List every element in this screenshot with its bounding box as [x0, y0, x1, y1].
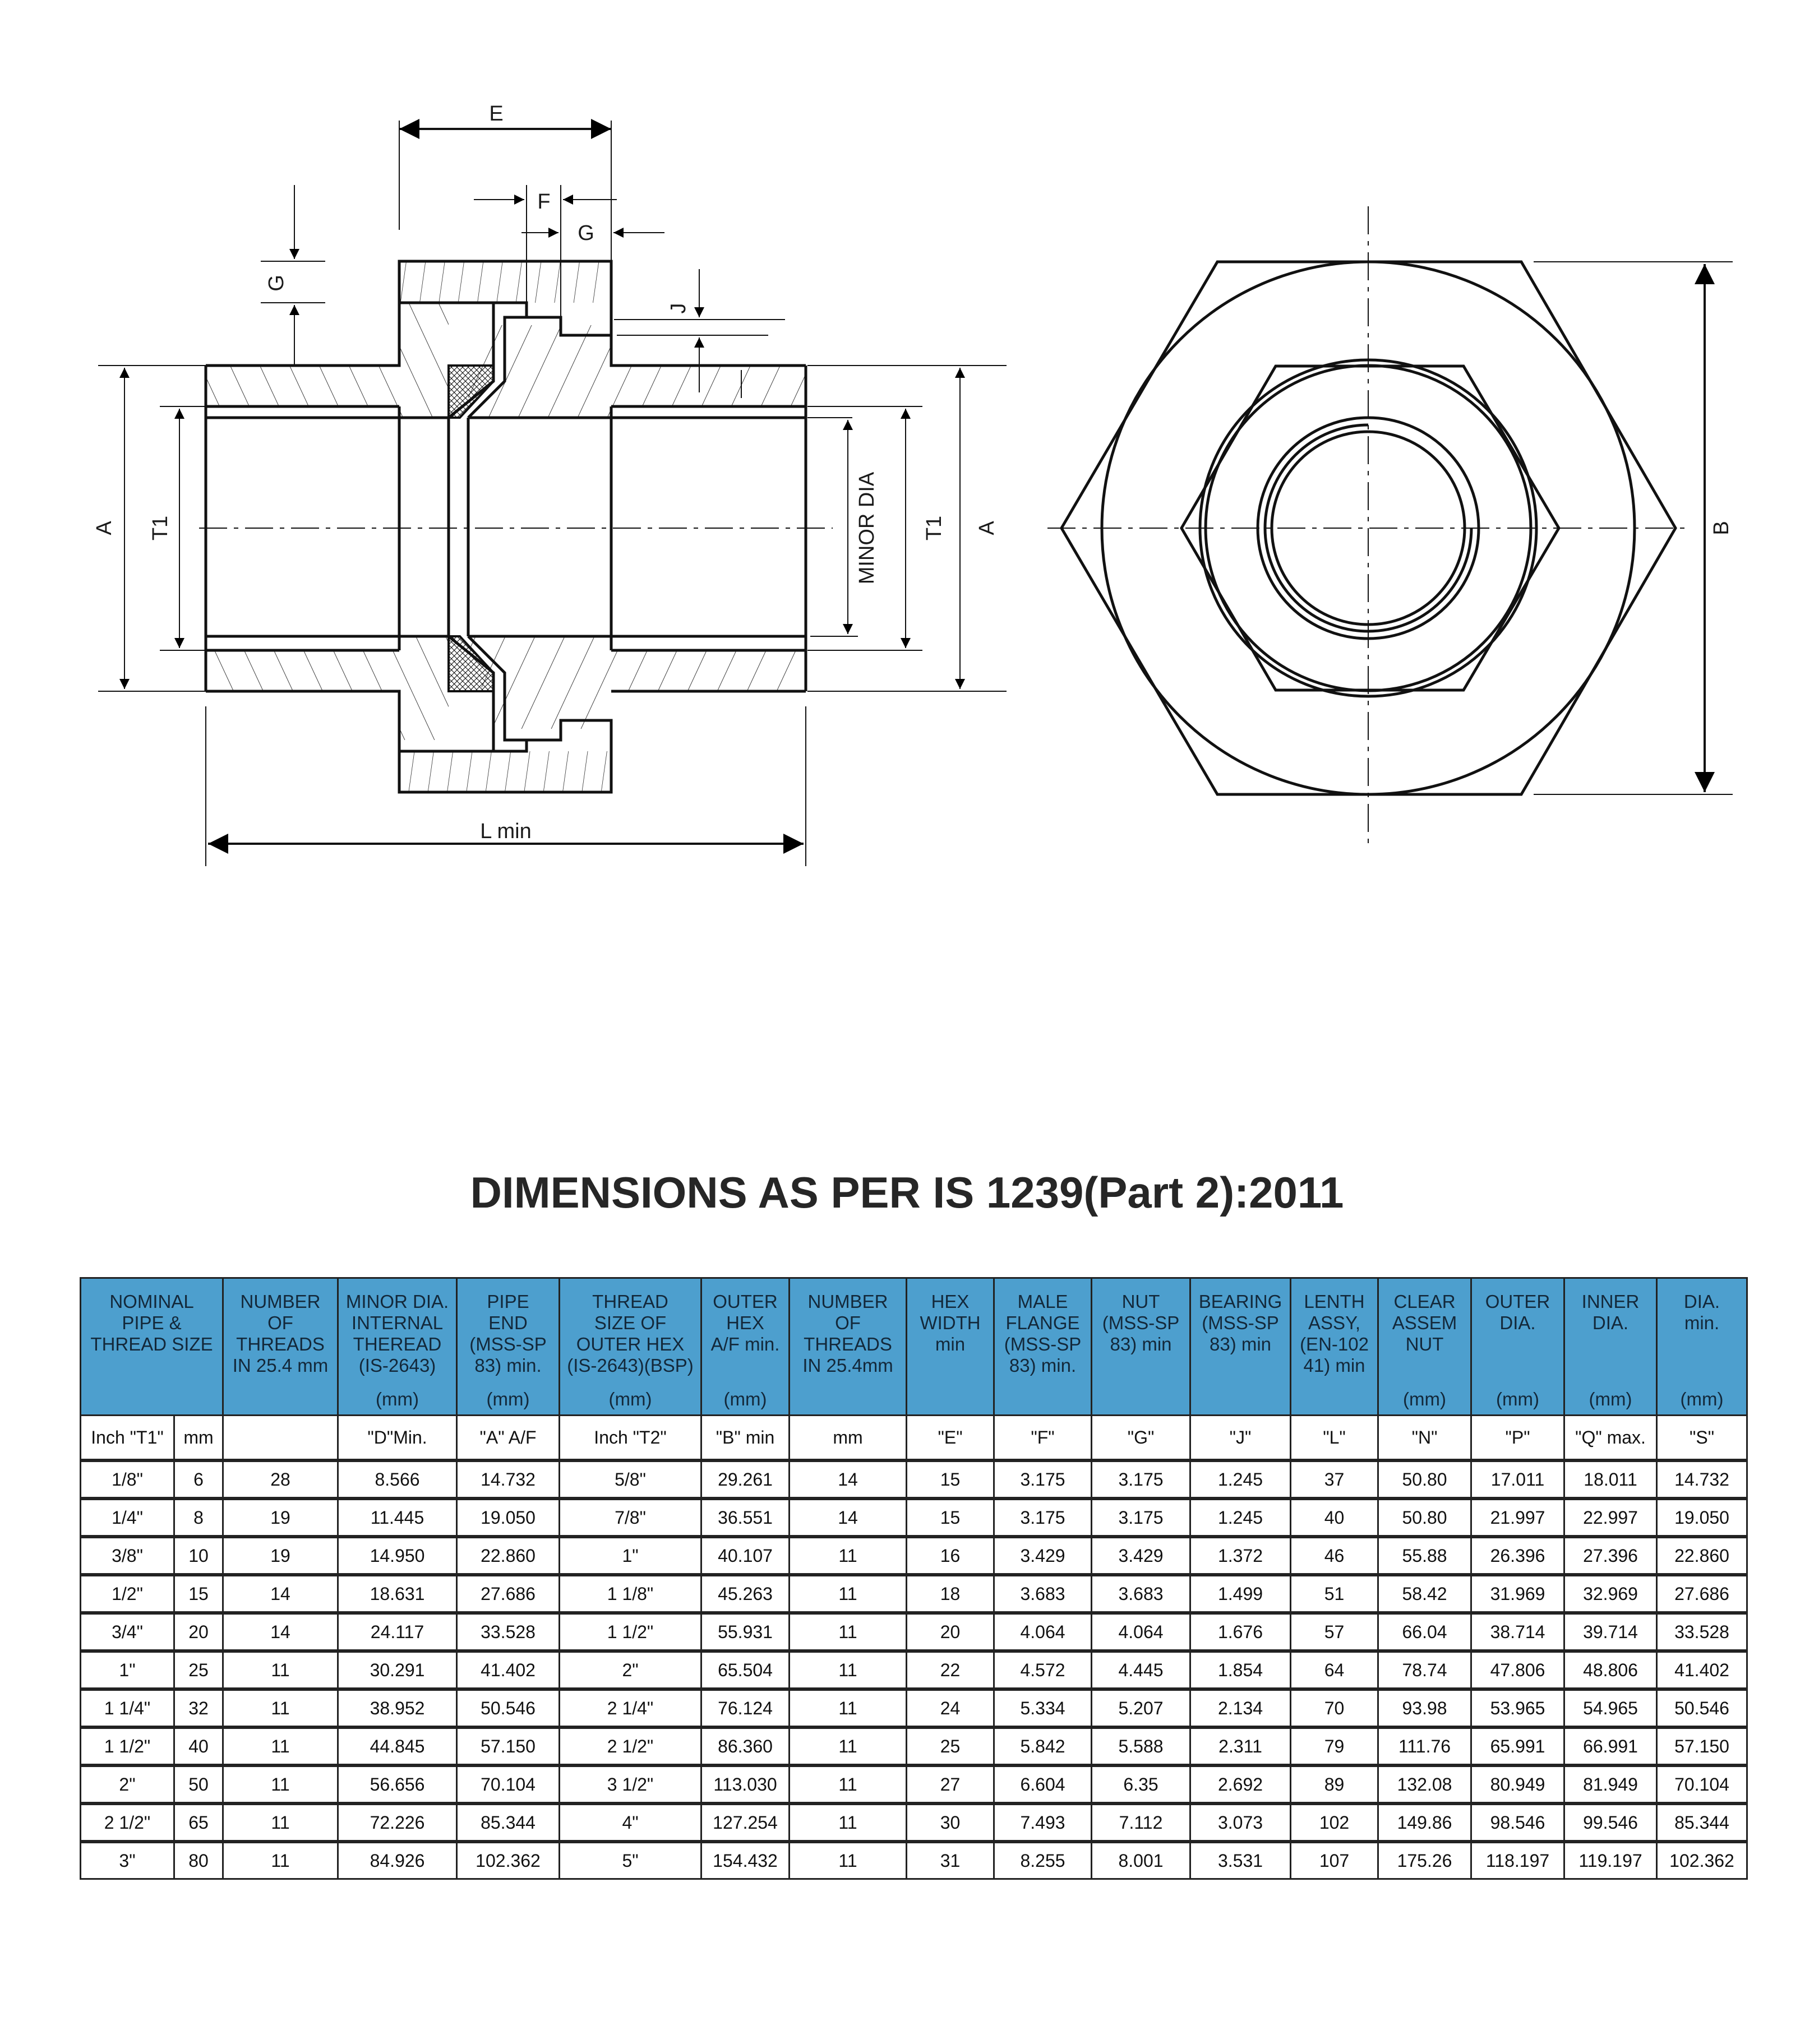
- left-pipe-wall-bottom: [206, 650, 399, 691]
- table-cell: 2 1/2": [81, 1803, 174, 1842]
- table-cell: 66.991: [1564, 1727, 1657, 1765]
- right-pipe-wall-bottom: [611, 650, 806, 691]
- table-cell: 5": [560, 1842, 701, 1879]
- table-cell: 5/8": [560, 1460, 701, 1499]
- table-cell: 11: [223, 1803, 338, 1842]
- left-body-hatch-bottom: [399, 636, 449, 740]
- table-cell: 45.263: [701, 1575, 790, 1613]
- table-cell: 18.011: [1564, 1460, 1657, 1499]
- table-cell: 14.732: [457, 1460, 560, 1499]
- column-header-text: NOMINAL PIPE & THREAD SIZE: [90, 1291, 213, 1354]
- table-cell: 18: [907, 1575, 994, 1613]
- table-cell: 19.050: [1657, 1499, 1747, 1537]
- table-cell: 15: [907, 1460, 994, 1499]
- table-cell: 14.950: [338, 1537, 457, 1575]
- subheader-cell: "J": [1190, 1416, 1291, 1461]
- table-cell: 11: [223, 1727, 338, 1765]
- dim-label-minor-dia: MINOR DIA: [855, 471, 879, 585]
- column-header-unit: (mm): [1496, 1389, 1539, 1409]
- table-cell: 11: [790, 1765, 907, 1803]
- table-cell: 14: [223, 1613, 338, 1651]
- table-cell: 6.35: [1092, 1765, 1190, 1803]
- table-cell: 99.546: [1564, 1803, 1657, 1842]
- table-cell: 51: [1291, 1575, 1378, 1613]
- subheader-cell: "N": [1378, 1416, 1471, 1461]
- table-cell: 37: [1291, 1460, 1378, 1499]
- table-cell: 1.245: [1190, 1499, 1291, 1537]
- table-cell: 11: [790, 1575, 907, 1613]
- column-header: [1564, 1278, 1657, 1416]
- table-cell: 19: [223, 1499, 338, 1537]
- subheader-cell: mm: [790, 1416, 907, 1461]
- table-cell: 22.860: [1657, 1537, 1747, 1575]
- table-cell: 64: [1291, 1651, 1378, 1689]
- table-cell: 8: [174, 1499, 223, 1537]
- left-body-hatch-top: [399, 303, 449, 418]
- table-row: [81, 1537, 1747, 1575]
- column-header-unit: (mm): [376, 1389, 419, 1409]
- table-cell: 11: [790, 1842, 907, 1879]
- column-header-text: MALE FLANGE (MSS-SP 83) min.: [1004, 1291, 1082, 1376]
- column-header: [907, 1278, 994, 1416]
- table-cell: 56.656: [338, 1765, 457, 1803]
- table-cell: 1/8": [81, 1460, 174, 1499]
- table-cell: 38.714: [1471, 1613, 1564, 1651]
- table-title: DIMENSIONS AS PER IS 1239(Part 2):2011: [470, 1168, 1344, 1217]
- table-cell: 14.732: [1657, 1460, 1747, 1499]
- table-cell: 50.546: [457, 1689, 560, 1727]
- table-cell: 11: [790, 1651, 907, 1689]
- table-cell: 119.197: [1564, 1842, 1657, 1879]
- table-cell: 58.42: [1378, 1575, 1471, 1613]
- table-cell: 3.683: [994, 1575, 1092, 1613]
- table-cell: 8.255: [994, 1842, 1092, 1879]
- table-cell: 86.360: [701, 1727, 790, 1765]
- table-cell: 19: [223, 1537, 338, 1575]
- column-header: [701, 1278, 790, 1416]
- table-cell: 2 1/4": [560, 1689, 701, 1727]
- column-header-text: OUTER HEX A/F min.: [710, 1291, 780, 1354]
- table-cell: 11: [223, 1689, 338, 1727]
- table-cell: 1.372: [1190, 1537, 1291, 1575]
- column-header-text: INNER DIA.: [1581, 1291, 1640, 1333]
- table-cell: 3.683: [1092, 1575, 1190, 1613]
- table-cell: 3/4": [81, 1613, 174, 1651]
- subheader-row: [81, 1416, 1747, 1461]
- subheader-cell: [223, 1416, 338, 1461]
- table-cell: 3.175: [994, 1499, 1092, 1537]
- table-cell: 29.261: [701, 1460, 790, 1499]
- column-header-text: CLEAR ASSEM NUT: [1392, 1291, 1457, 1354]
- table-cell: 1.499: [1190, 1575, 1291, 1613]
- table-row: [81, 1499, 1747, 1537]
- dim-label-A-right: A: [975, 521, 999, 535]
- subheader-cell: "G": [1092, 1416, 1190, 1461]
- table-cell: 40.107: [701, 1537, 790, 1575]
- table-cell: 25: [174, 1651, 223, 1689]
- column-header-text: LENTH ASSY, (EN-102 41) min: [1300, 1291, 1369, 1376]
- subheader-cell: "B" min: [701, 1416, 790, 1461]
- column-header: [223, 1278, 338, 1416]
- table-cell: 21.997: [1471, 1499, 1564, 1537]
- table-cell: 50.546: [1657, 1689, 1747, 1727]
- table-cell: 15: [907, 1499, 994, 1537]
- subheader-cell: Inch "T1": [81, 1416, 174, 1461]
- subheader-cell: "D"Min.: [338, 1416, 457, 1461]
- dim-label-G-vertical: G: [265, 275, 288, 292]
- table-cell: 14: [223, 1575, 338, 1613]
- table-cell: 55.931: [701, 1613, 790, 1651]
- dim-label-A-left: A: [93, 521, 116, 535]
- table-cell: 118.197: [1471, 1842, 1564, 1879]
- table-cell: 38.952: [338, 1689, 457, 1727]
- dim-label-B: B: [1710, 521, 1733, 535]
- table-cell: 3.175: [994, 1460, 1092, 1499]
- table-cell: 27: [907, 1765, 994, 1803]
- table-cell: 26.396: [1471, 1537, 1564, 1575]
- table-cell: 27.686: [1657, 1575, 1747, 1613]
- dim-label-E: E: [489, 102, 504, 126]
- column-header: [1190, 1278, 1291, 1416]
- table-cell: 4.064: [994, 1613, 1092, 1651]
- table-cell: 5.207: [1092, 1689, 1190, 1727]
- table-cell: 3.073: [1190, 1803, 1291, 1842]
- table-cell: 11: [790, 1689, 907, 1727]
- table-cell: 39.714: [1564, 1613, 1657, 1651]
- table-cell: 31: [907, 1842, 994, 1879]
- table-cell: 11: [223, 1651, 338, 1689]
- column-header-unit: (mm): [486, 1389, 530, 1409]
- table-cell: 50: [174, 1765, 223, 1803]
- table-cell: 27.396: [1564, 1537, 1657, 1575]
- table-cell: 3.429: [1092, 1537, 1190, 1575]
- table-row: [81, 1613, 1747, 1651]
- dim-label-F: F: [537, 190, 551, 214]
- table-cell: 3.429: [994, 1537, 1092, 1575]
- table-cell: 3": [81, 1842, 174, 1879]
- table-cell: 40: [1291, 1499, 1378, 1537]
- table-cell: 32: [174, 1689, 223, 1727]
- dim-label-L-min: L min: [480, 820, 532, 843]
- table-cell: 8.566: [338, 1460, 457, 1499]
- subheader-cell: "E": [907, 1416, 994, 1461]
- table-cell: 11.445: [338, 1499, 457, 1537]
- table-cell: 57: [1291, 1613, 1378, 1651]
- table-cell: 2 1/2": [560, 1727, 701, 1765]
- table-cell: 3.175: [1092, 1499, 1190, 1537]
- table-cell: 11: [790, 1727, 907, 1765]
- table-cell: 66.04: [1378, 1613, 1471, 1651]
- table-cell: 57.150: [457, 1727, 560, 1765]
- table-cell: 1.676: [1190, 1613, 1291, 1651]
- table-cell: 20: [907, 1613, 994, 1651]
- table-cell: 20: [174, 1613, 223, 1651]
- table-cell: 107: [1291, 1842, 1378, 1879]
- table-cell: 2.692: [1190, 1765, 1291, 1803]
- table-cell: 24: [907, 1689, 994, 1727]
- table-cell: 1.245: [1190, 1460, 1291, 1499]
- table-cell: 85.344: [457, 1803, 560, 1842]
- table-cell: 132.08: [1378, 1765, 1471, 1803]
- nut-hatch-bottom: [399, 751, 611, 792]
- table-cell: 53.965: [1471, 1689, 1564, 1727]
- table-cell: 22: [907, 1651, 994, 1689]
- table-cell: 6.604: [994, 1765, 1092, 1803]
- table-cell: 1 1/2": [560, 1613, 701, 1651]
- table-cell: 4.445: [1092, 1651, 1190, 1689]
- table-row: [81, 1842, 1747, 1879]
- column-header: [1291, 1278, 1378, 1416]
- table-cell: 8.001: [1092, 1842, 1190, 1879]
- table-cell: 11: [790, 1613, 907, 1651]
- table-cell: 6: [174, 1460, 223, 1499]
- column-header-text: NUMBER OF THREADS IN 25.4 mm: [232, 1291, 329, 1376]
- column-header: [560, 1278, 701, 1416]
- column-header-text: MINOR DIA. INTERNAL THEREAD (IS-2643): [345, 1291, 449, 1376]
- table-cell: 65.504: [701, 1651, 790, 1689]
- table-cell: 36.551: [701, 1499, 790, 1537]
- table-row: [81, 1765, 1747, 1803]
- table-cell: 33.528: [1657, 1613, 1747, 1651]
- subheader-cell: "S": [1657, 1416, 1747, 1461]
- table-cell: 149.86: [1378, 1803, 1471, 1842]
- table-cell: 1/4": [81, 1499, 174, 1537]
- column-header: [457, 1278, 560, 1416]
- table-cell: 93.98: [1378, 1689, 1471, 1727]
- column-header: [1657, 1278, 1747, 1416]
- table-cell: 4.064: [1092, 1613, 1190, 1651]
- table-cell: 47.806: [1471, 1651, 1564, 1689]
- table-cell: 15: [174, 1575, 223, 1613]
- table-row: [81, 1460, 1747, 1499]
- table-cell: 22.997: [1564, 1499, 1657, 1537]
- table-cell: 19.050: [457, 1499, 560, 1537]
- table-cell: 3 1/2": [560, 1765, 701, 1803]
- table-cell: 22.860: [457, 1537, 560, 1575]
- table-cell: 41.402: [1657, 1651, 1747, 1689]
- table-cell: 5.334: [994, 1689, 1092, 1727]
- dim-label-T1-right: T1: [922, 515, 946, 541]
- table-cell: 4": [560, 1803, 701, 1842]
- column-header: [81, 1278, 223, 1416]
- table-cell: 32.969: [1564, 1575, 1657, 1613]
- table-cell: 2": [81, 1765, 174, 1803]
- section-view: [93, 102, 1007, 866]
- subheader-cell: "F": [994, 1416, 1092, 1461]
- table-cell: 3.531: [1190, 1842, 1291, 1879]
- table-cell: 1.854: [1190, 1651, 1291, 1689]
- right-pipe-wall-top: [611, 366, 806, 406]
- dimensions-table: [80, 1277, 1748, 1880]
- table-cell: 78.74: [1378, 1651, 1471, 1689]
- table-cell: 41.402: [457, 1651, 560, 1689]
- subheader-cell: "P": [1471, 1416, 1564, 1461]
- table-cell: 10: [174, 1537, 223, 1575]
- table-cell: 81.949: [1564, 1765, 1657, 1803]
- table-cell: 3.175: [1092, 1460, 1190, 1499]
- table-row: [81, 1727, 1747, 1765]
- column-header-text: BEARING (MSS-SP 83) min: [1198, 1291, 1282, 1354]
- table-row: [81, 1803, 1747, 1842]
- table-cell: 16: [907, 1537, 994, 1575]
- subheader-cell: "L": [1291, 1416, 1378, 1461]
- table-cell: 76.124: [701, 1689, 790, 1727]
- table-cell: 31.969: [1471, 1575, 1564, 1613]
- left-pipe-wall-top: [206, 366, 399, 406]
- dim-label-G-horizontal: G: [578, 221, 594, 245]
- table-cell: 24.117: [338, 1613, 457, 1651]
- table-cell: 30: [907, 1803, 994, 1842]
- table-cell: 11: [790, 1803, 907, 1842]
- subheader-cell: "Q" max.: [1564, 1416, 1657, 1461]
- table-cell: 102: [1291, 1803, 1378, 1842]
- table-cell: 33.528: [457, 1613, 560, 1651]
- table-cell: 5.588: [1092, 1727, 1190, 1765]
- table-cell: 44.845: [338, 1727, 457, 1765]
- table-cell: 127.254: [701, 1803, 790, 1842]
- table-cell: 1/2": [81, 1575, 174, 1613]
- table-cell: 2": [560, 1651, 701, 1689]
- table-row: [81, 1651, 1747, 1689]
- table-cell: 102.362: [1657, 1842, 1747, 1879]
- table-cell: 7.112: [1092, 1803, 1190, 1842]
- table-cell: 79: [1291, 1727, 1378, 1765]
- table-cell: 3/8": [81, 1537, 174, 1575]
- table-cell: 65.991: [1471, 1727, 1564, 1765]
- column-header-unit: (mm): [1589, 1389, 1632, 1409]
- table-cell: 154.432: [701, 1842, 790, 1879]
- column-header: [338, 1278, 457, 1416]
- table-cell: 11: [790, 1537, 907, 1575]
- table-cell: 28: [223, 1460, 338, 1499]
- table-cell: 5.842: [994, 1727, 1092, 1765]
- dim-label-T1-left: T1: [149, 515, 172, 541]
- table-cell: 57.150: [1657, 1727, 1747, 1765]
- table-cell: 25: [907, 1727, 994, 1765]
- table-cell: 11: [223, 1842, 338, 1879]
- table-cell: 14: [790, 1460, 907, 1499]
- table-cell: 7.493: [994, 1803, 1092, 1842]
- subheader-cell: mm: [174, 1416, 223, 1461]
- column-header-text: NUT (MSS-SP 83) min: [1102, 1291, 1180, 1354]
- table-cell: 1": [560, 1537, 701, 1575]
- table-cell: 111.76: [1378, 1727, 1471, 1765]
- column-header-text: PIPE END (MSS-SP 83) min.: [469, 1291, 547, 1376]
- table-cell: 7/8": [560, 1499, 701, 1537]
- column-header-unit: (mm): [1680, 1389, 1724, 1409]
- table-cell: 113.030: [701, 1765, 790, 1803]
- table-cell: 70: [1291, 1689, 1378, 1727]
- column-header-text: OUTER DIA.: [1485, 1291, 1550, 1333]
- column-header-unit: (mm): [1403, 1389, 1446, 1409]
- column-header: [1471, 1278, 1564, 1416]
- table-row: [81, 1575, 1747, 1613]
- table-cell: 98.546: [1471, 1803, 1564, 1842]
- table-cell: 48.806: [1564, 1651, 1657, 1689]
- table-cell: 1": [81, 1651, 174, 1689]
- table-cell: 40: [174, 1727, 223, 1765]
- table-cell: 70.104: [1657, 1765, 1747, 1803]
- header-row: [81, 1278, 1747, 1416]
- column-header-unit: (mm): [608, 1389, 652, 1409]
- table-cell: 84.926: [338, 1842, 457, 1879]
- table-cell: 50.80: [1378, 1499, 1471, 1537]
- column-header-text: DIA. min.: [1683, 1291, 1720, 1333]
- table-cell: 72.226: [338, 1803, 457, 1842]
- dim-label-J: J: [667, 303, 690, 314]
- table-cell: 50.80: [1378, 1460, 1471, 1499]
- table-cell: 1 1/4": [81, 1689, 174, 1727]
- table-cell: 18.631: [338, 1575, 457, 1613]
- column-header-text: THREAD SIZE OF OUTER HEX (IS-2643)(BSP): [567, 1291, 694, 1376]
- table-cell: 2.311: [1190, 1727, 1291, 1765]
- table-cell: 30.291: [338, 1651, 457, 1689]
- table-row: [81, 1689, 1747, 1727]
- table-cell: 2.134: [1190, 1689, 1291, 1727]
- table-cell: 17.011: [1471, 1460, 1564, 1499]
- subheader-cell: Inch "T2": [560, 1416, 701, 1461]
- table-cell: 80: [174, 1842, 223, 1879]
- column-header-text: HEX WIDTH min: [920, 1291, 981, 1354]
- nut-hatch-top: [399, 261, 611, 303]
- column-header-text: NUMBER OF THREADS IN 25.4mm: [802, 1291, 893, 1376]
- column-header: [994, 1278, 1092, 1416]
- table-cell: 89: [1291, 1765, 1378, 1803]
- subheader-cell: "A" A/F: [457, 1416, 560, 1461]
- table-cell: 1 1/2": [81, 1727, 174, 1765]
- table-cell: 65: [174, 1803, 223, 1842]
- table-cell: 1 1/8": [560, 1575, 701, 1613]
- column-header: [1092, 1278, 1190, 1416]
- table-cell: 102.362: [457, 1842, 560, 1879]
- table-cell: 46: [1291, 1537, 1378, 1575]
- table-cell: 85.344: [1657, 1803, 1747, 1842]
- table-cell: 80.949: [1471, 1765, 1564, 1803]
- table-cell: 54.965: [1564, 1689, 1657, 1727]
- column-header: [790, 1278, 907, 1416]
- table-cell: 14: [790, 1499, 907, 1537]
- table-cell: 55.88: [1378, 1537, 1471, 1575]
- table-cell: 70.104: [457, 1765, 560, 1803]
- column-header: [1378, 1278, 1471, 1416]
- column-header-unit: (mm): [723, 1389, 767, 1409]
- union-fitting-drawing: [0, 0, 1814, 953]
- table-cell: 175.26: [1378, 1842, 1471, 1879]
- table-cell: 11: [223, 1765, 338, 1803]
- table-cell: 27.686: [457, 1575, 560, 1613]
- table-cell: 4.572: [994, 1651, 1092, 1689]
